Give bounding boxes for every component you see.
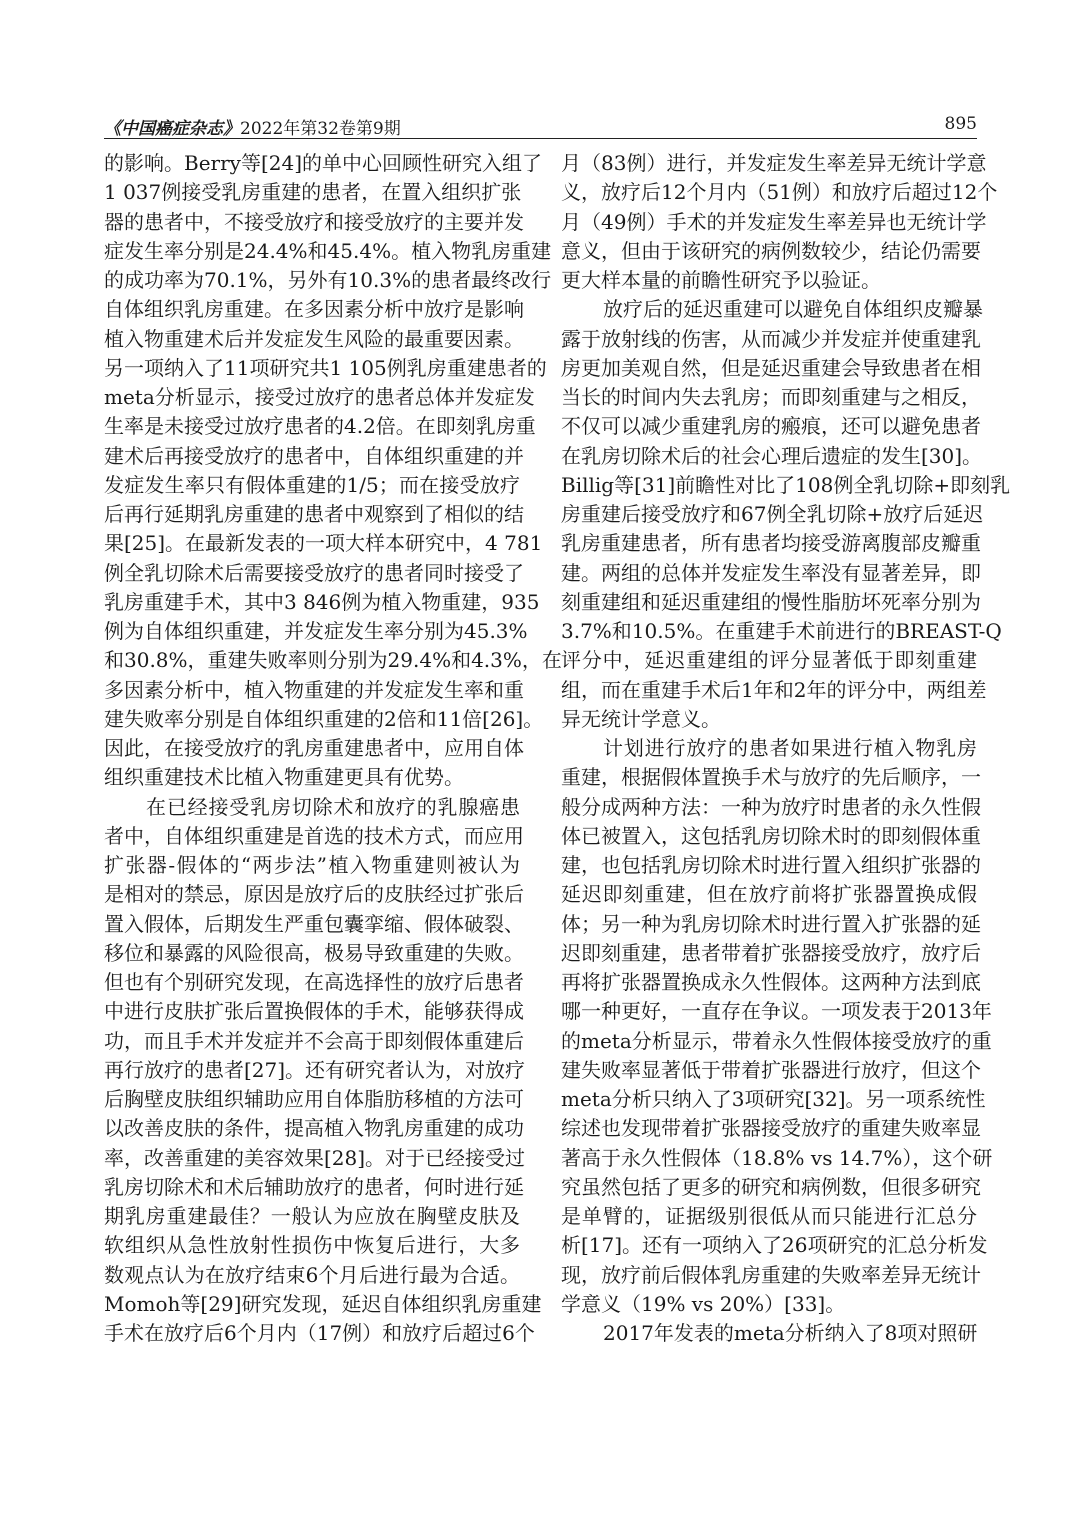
text-line: 异无统计学意义。 — [561, 706, 721, 731]
text-line: 器的患者中，不接受放疗和接受放疗的主要并发 — [104, 209, 524, 234]
text-line: 2017年发表的meta分析纳入了8项对照研 — [603, 1321, 978, 1345]
text-line: 发症发生率只有假体重建的1/5；而在接受放疗 — [104, 472, 520, 497]
text-line: 乳房切除术和术后辅助放疗的患者，何时进行延 — [104, 1174, 524, 1199]
text-line: 月（83例）进行，并发症发生率差异无统计学意 — [561, 151, 987, 175]
paragraph — [561, 734, 993, 1319]
text-line: 期乳房重建最佳？一般认为应放在胸壁皮肤及 — [104, 1204, 520, 1228]
text-line: 的影响。Berry等[24]的单中心回顾性研究入组了 — [104, 151, 543, 175]
text-line: 症发生率分别是24.4%和45.4%。植入物乳房重建 — [104, 238, 552, 263]
text-line: 建失败率显著低于带着扩张器进行放疗，但这个 — [561, 1057, 981, 1082]
text-line: 软组织从急性放射性损伤中恢复后进行，大多 — [104, 1233, 520, 1258]
text-line: 计划进行放疗的患者如果进行植入物乳房 — [603, 736, 977, 760]
paragraph — [104, 149, 562, 793]
text-line: 放疗后的延迟重建可以避免自体组织皮瓣暴 — [603, 297, 983, 322]
text-line: 自体组织乳房重建。在多因素分析中放疗是影响 — [104, 297, 524, 322]
text-line: 3.7%和10.5%。在重建手术前进行的BREAST-Q — [561, 619, 1002, 643]
text-line: 当长的时间内失去乳房；而即刻重建与之相反， — [561, 385, 981, 409]
left-column — [104, 149, 562, 1348]
text-line: 数观点认为在放疗结束6个月后进行最为合适。 — [104, 1262, 520, 1287]
text-line: 1 037例接受乳房重建的患者，在置入组织扩张 — [104, 180, 522, 205]
text-line: 率，改善重建的美容效果[28]。对于已经接受过 — [104, 1145, 526, 1170]
text-line: 房更加美观自然，但是延迟重建会导致患者在相 — [561, 355, 981, 380]
issue-info: 2022年第32卷第9期 — [240, 119, 401, 139]
text-line: 乳房重建患者，所有患者均接受游离腹部皮瓣重 — [561, 531, 981, 556]
text-line: 植入物重建术后并发症发生风险的最重要因素。 — [104, 326, 524, 351]
text-line: 在已经接受乳房切除术和放疗的乳腺癌患 — [146, 794, 520, 819]
text-line: 和30.8%，重建失败率则分别为29.4%和4.3%，在 — [104, 648, 562, 673]
text-line: 的meta分析显示，带着永久性假体接受放疗的重 — [561, 1028, 992, 1053]
text-line: 组，而在重建手术后1年和2年的评分中，两组差 — [561, 677, 987, 702]
text-line: 现，放疗前后假体乳房重建的失败率差异无统计 — [561, 1262, 981, 1287]
text-line: 以改善皮肤的条件，提高植入物乳房重建的成功 — [104, 1116, 524, 1141]
journal-title: 《中国癌症杂志》 — [104, 119, 240, 139]
text-line: 哪一种更好，一直存在争议。一项发表于2013年 — [561, 999, 992, 1024]
text-line: 体；另一种为乳房切除术时进行置入扩张器的延 — [561, 911, 981, 936]
text-line: 般分成两种方法：一种为放疗时患者的永久性假 — [561, 794, 981, 819]
text-line: 组织重建技术比植入物重建更具有优势。 — [104, 765, 464, 790]
text-line: 义，放疗后12个月内（51例）和放疗后超过12个 — [561, 180, 998, 205]
text-line: 重建，根据假体置换手术与放疗的先后顺序，一 — [561, 765, 981, 790]
text-line: 月（49例）手术的并发症发生率差异也无统计学 — [561, 209, 987, 234]
text-line: 者中，自体组织重建是首选的技术方式，而应用 — [104, 823, 524, 848]
text-line: 的成功率为70.1%，另外有10.3%的患者最终改行 — [104, 268, 552, 292]
text-line: meta分析只纳入了3项研究[32]。另一项系统性 — [561, 1087, 986, 1111]
text-line: 延迟即刻重建，但在放疗前将扩张器置换成假 — [561, 882, 977, 907]
text-line: Billig等[31]前瞻性对比了108例全乳切除+即刻乳 — [561, 472, 1011, 497]
text-line: 著高于永久性假体（18.8% vs 14.7%），这个研 — [561, 1145, 993, 1170]
running-header — [104, 114, 977, 139]
text-line: 学意义（19% vs 20%）[33]。 — [561, 1291, 846, 1316]
text-line: 例全乳切除术后需要接受放疗的患者同时接受了 — [104, 560, 524, 585]
text-line: 后再行延期乳房重建的患者中观察到了相似的结 — [104, 502, 524, 526]
text-line: 扩张器-假体的“两步法”植入物重建则被认为 — [104, 853, 520, 877]
text-line: 析[17]。还有一项纳入了26项研究的汇总分析发 — [561, 1233, 988, 1258]
text-line: 建失败率分别是自体组织重建的2倍和11倍[26]。 — [104, 706, 544, 731]
journal-citation — [104, 114, 401, 139]
text-line: 究虽然包括了更多的研究和病例数，但很多研究 — [561, 1174, 981, 1199]
text-line: 是单臂的，证据级别很低从而只能进行汇总分 — [561, 1204, 977, 1228]
text-line: 中进行皮肤扩张后置换假体的手术，能够获得成 — [104, 999, 524, 1024]
text-line: 在乳房切除术后的社会心理后遗症的发生[30]。 — [561, 443, 983, 468]
text-line: 移位和暴露的风险很高，极易导致重建的失败。 — [104, 940, 524, 965]
text-line: 果[25]。在最新发表的一项大样本研究中，4 781 — [104, 531, 543, 556]
text-line: 因此，在接受放疗的乳房重建患者中，应用自体 — [104, 736, 524, 760]
text-line: 再行放疗的患者[27]。还有研究者认为，对放疗 — [104, 1057, 526, 1082]
text-line: Momoh等[29]研究发现，延迟自体组织乳房重建 — [104, 1291, 542, 1316]
text-line: 建术后再接受放疗的患者中，自体组织重建的并 — [104, 443, 524, 468]
paragraph — [561, 1319, 977, 1348]
text-line: 更大样本量的前瞻性研究予以验证。 — [561, 268, 881, 292]
text-line: 后胸壁皮肤组织辅助应用自体脂肪移植的方法可 — [104, 1087, 524, 1111]
text-line: 露于放射线的伤害，从而减少并发症并使重建乳 — [561, 326, 981, 351]
text-line: 手术在放疗后6个月内（17例）和放疗后超过6个 — [104, 1321, 535, 1345]
text-line: 置入假体，后期发生严重包囊挛缩、假体破裂、 — [104, 911, 524, 936]
text-line: 评分中，延迟重建组的评分显著低于即刻重建 — [561, 648, 977, 673]
text-line: 建。两组的总体并发症发生率没有显著差异，即 — [561, 560, 981, 585]
text-line: 建，也包括乳房切除术时进行置入组织扩张器的 — [561, 853, 981, 877]
text-line: 生率是未接受过放疗患者的4.2倍。在即刻乳房重 — [104, 414, 536, 439]
text-line: 不仅可以减少重建乳房的瘢痕，还可以避免患者 — [561, 414, 981, 439]
text-line: 多因素分析中，植入物重建的并发症发生率和重 — [104, 677, 524, 702]
page-number: 895 — [944, 114, 977, 134]
paragraph — [104, 793, 542, 1349]
text-line: 体已被置入，这包括乳房切除术时的即刻假体重 — [561, 823, 981, 848]
text-line: 乳房重建手术，其中3 846例为植入物重建，935 — [104, 589, 540, 614]
text-line: 例为自体组织重建，并发症发生率分别为45.3% — [104, 619, 528, 643]
text-line: 再将扩张器置换成永久性假体。这两种方法到底 — [561, 970, 981, 994]
text-line: meta分析显示，接受过放疗的患者总体并发症发 — [104, 385, 535, 409]
text-line: 另一项纳入了11项研究共1 105例乳房重建患者的 — [104, 355, 547, 380]
text-line: 意义，但由于该研究的病例数较少，结论仍需要 — [561, 238, 981, 263]
text-line: 迟即刻重建，患者带着扩张器接受放疗，放疗后 — [561, 940, 981, 965]
text-line: 但也有个别研究发现，在高选择性的放疗后患者 — [104, 970, 524, 994]
paragraph — [561, 295, 1011, 734]
right-column — [561, 149, 1011, 1348]
text-line: 综述也发现带着扩张器接受放疗的重建失败率显 — [561, 1116, 981, 1141]
text-line: 房重建后接受放疗和67例全乳切除+放疗后延迟 — [561, 502, 984, 526]
paragraph — [561, 149, 998, 295]
text-line: 刻重建组和延迟重建组的慢性脂肪坏死率分别为 — [561, 589, 981, 614]
text-line: 是相对的禁忌，原因是放疗后的皮肤经过扩张后 — [104, 882, 524, 907]
text-line: 功，而且手术并发症并不会高于即刻假体重建后 — [104, 1028, 524, 1053]
